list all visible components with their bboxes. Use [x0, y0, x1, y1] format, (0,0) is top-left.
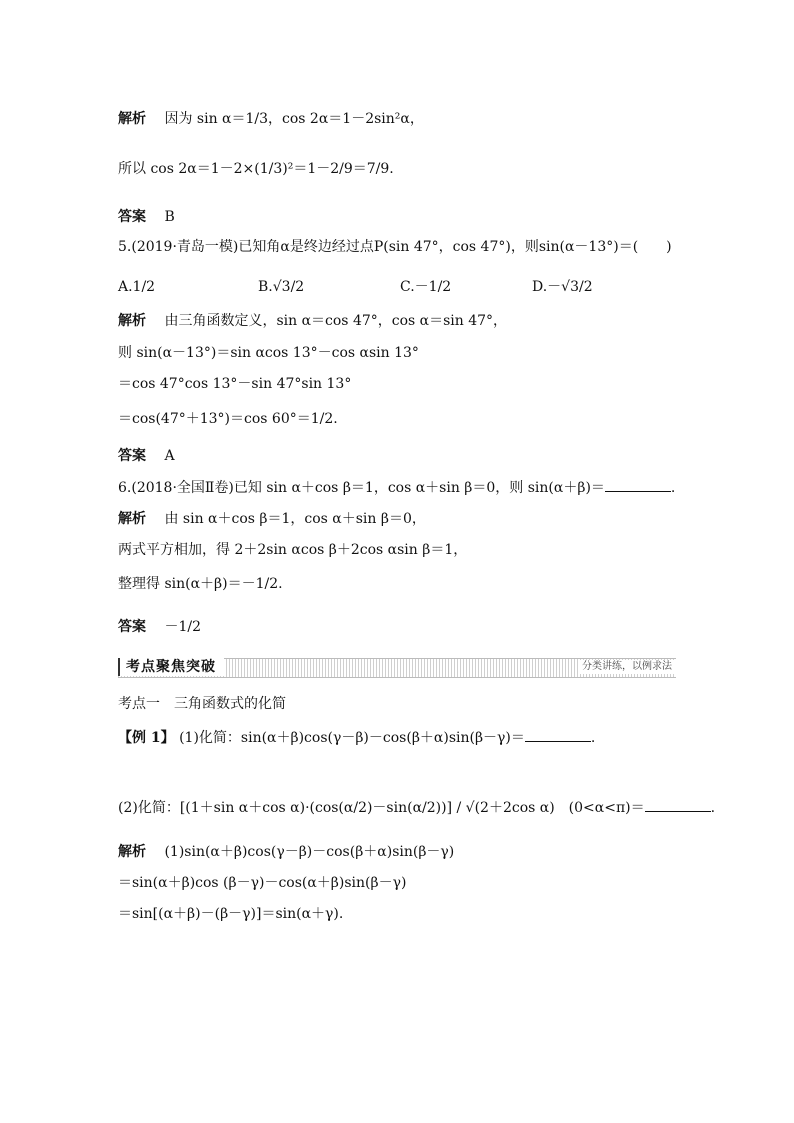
- analysis-text: (1)sin(α＋β)cos(γ－β)－cos(β＋α)sin(β－γ): [164, 844, 455, 860]
- answer-label: 答案: [118, 619, 146, 635]
- analysis-text: 因为 sin α＝1/3，cos 2α＝1－2sin²α，: [164, 111, 424, 127]
- q5-answer: [118, 447, 175, 465]
- answer-blank: [525, 729, 591, 742]
- example1-analysis-line3: ＝sin[(α＋β)－(β－γ)]＝sin(α＋γ).: [118, 906, 344, 922]
- q5-analysis-line4: ＝cos(47°＋13°)＝cos 60°＝1/2.: [118, 411, 338, 427]
- q6-stem-text: 6.(2018·全国Ⅱ卷)已知 sin α＋cos β＝1，cos α＋sin β＝0，则 sin(α＋β)＝: [118, 480, 605, 496]
- example-label: 【例 1】: [118, 730, 175, 746]
- answer-value: A: [164, 448, 175, 464]
- q4-answer: [118, 208, 175, 226]
- analysis-label: 解析: [118, 313, 146, 329]
- option-b: B.√3/2: [258, 279, 305, 295]
- q5-analysis-line2: 则 sin(α－13°)＝sin αcos 13°－cos αsin 13°: [118, 345, 419, 361]
- q6-stem: [118, 479, 675, 497]
- point-title: 考点一 三角函数式的化简: [118, 696, 286, 712]
- q4-analysis-line2: 所以 cos 2α＝1－2×(1/3)²＝1－2/9＝7/9.: [118, 161, 394, 177]
- analysis-label: 解析: [118, 111, 146, 127]
- analysis-label: 解析: [118, 844, 146, 860]
- option-a: A.1/2: [118, 279, 156, 295]
- example1-part2: [118, 799, 715, 817]
- answer-blank: [605, 479, 671, 492]
- q5-analysis-line3: ＝cos 47°cos 13°－sin 47°sin 13°: [118, 376, 352, 392]
- answer-value: －1/2: [164, 619, 201, 635]
- analysis-text: 由三角函数定义，sin α＝cos 47°，cos α＝sin 47°，: [164, 313, 508, 329]
- q4-analysis: [118, 110, 424, 128]
- example1-part1-end: .: [590, 730, 596, 746]
- option-d: D.－√3/2: [532, 279, 593, 295]
- example1-part2-text: (2)化简：[(1＋sin α＋cos α)·(cos(α/2)－sin(α/2))] / √(2＋2cos α) (0<α<π)＝: [118, 800, 645, 816]
- example1-analysis: [118, 843, 454, 861]
- q6-analysis-line3: 整理得 sin(α＋β)＝－1/2.: [118, 576, 283, 592]
- q5-options: [118, 278, 593, 296]
- q5-stem: 5.(2019·青岛一模)已知角α是终边经过点P(sin 47°，cos 47°)，则sin(α－13°)＝( ): [118, 239, 672, 255]
- answer-blank: [645, 799, 711, 812]
- q6-analysis-line2: 两式平方相加，得 2＋2sin αcos β＋2cos αsin β＝1，: [118, 542, 468, 558]
- example1-part1: [118, 729, 595, 747]
- section-tag: 分类讲练，以例求法: [578, 660, 676, 674]
- answer-label: 答案: [118, 448, 146, 464]
- q6-answer: [118, 618, 201, 636]
- example1-part2-end: .: [710, 800, 716, 816]
- answer-value: B: [164, 209, 175, 225]
- example1-analysis-line2: ＝sin(α＋β)cos (β－γ)－cos(α＋β)sin(β－γ): [118, 875, 407, 891]
- q6-stem-end: .: [670, 480, 676, 496]
- analysis-text: 由 sin α＋cos β＝1，cos α＋sin β＝0，: [164, 511, 426, 527]
- section-title: 考点聚焦突破: [118, 658, 224, 676]
- answer-label: 答案: [118, 209, 146, 225]
- q6-analysis: [118, 510, 426, 528]
- q5-analysis: [118, 312, 507, 330]
- option-c: C.－1/2: [400, 279, 452, 295]
- analysis-label: 解析: [118, 511, 146, 527]
- example1-part1-text: (1)化简：sin(α＋β)cos(γ－β)－cos(β＋α)sin(β－γ)＝: [179, 730, 525, 746]
